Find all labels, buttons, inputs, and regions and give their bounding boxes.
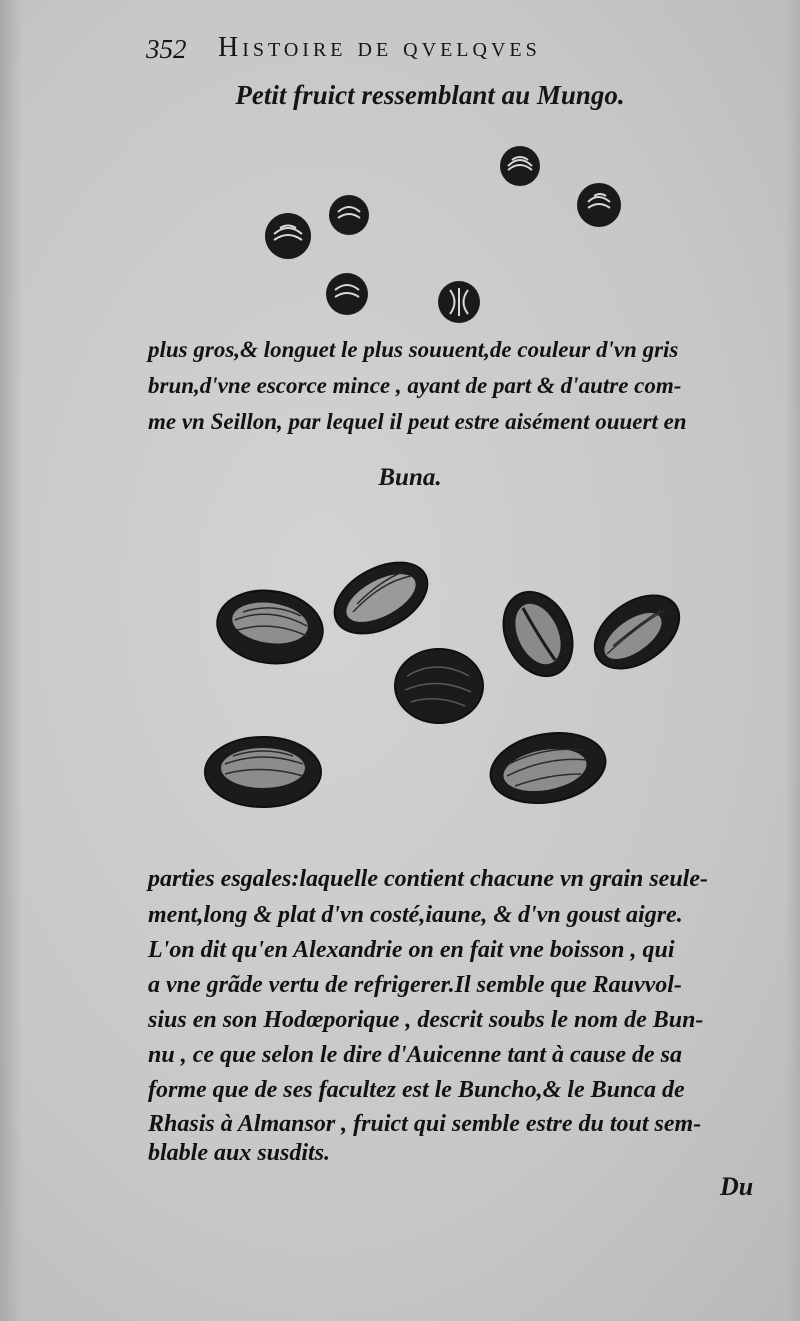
text-line: brun,d'vne escorce mince , ayant de part & d'autre com- (148, 373, 682, 398)
page-edge-shadow (786, 0, 800, 1321)
woodcut-small-fruits (250, 140, 640, 330)
bean-5 (581, 580, 692, 683)
seed-1 (500, 146, 540, 186)
text-line: parties esgales:laquelle contient chacune vn grain seule- (148, 866, 708, 892)
bean-7 (485, 724, 611, 811)
page-number: 352 (146, 34, 187, 64)
figure-caption-buna: Buna. (378, 464, 442, 491)
bean-3 (395, 649, 483, 723)
bean-2 (323, 550, 439, 648)
text-line: nu , ce que selon le dire d'Auicenne tant à cause de sa (148, 1042, 682, 1068)
text-line: ment,long & plat d'vn costé,iaune, & d'vn goust aigre. (148, 902, 683, 928)
running-head (140, 28, 720, 68)
seed-6 (438, 281, 480, 323)
seed-3 (329, 195, 369, 235)
text-line: blable aux susdits. (148, 1140, 331, 1166)
page-gutter-shadow (0, 0, 22, 1321)
seed-5 (326, 273, 368, 315)
seed-4 (265, 213, 311, 259)
bean-4 (490, 581, 585, 688)
figure-caption-mungo: Petit fruict ressemblant au Mungo. (235, 80, 625, 110)
catchword: Du (720, 1172, 754, 1201)
text-line: forme que de ses facultez est le Buncho,& le Bunca de (148, 1077, 685, 1103)
seed-2 (577, 183, 621, 227)
bean-6 (205, 737, 321, 807)
bean-1 (213, 584, 328, 670)
text-line: me vn Seillon, par lequel il peut estre aisément ouuert en (148, 409, 687, 434)
text-line: L'on dit qu'en Alexandrie on en fait vne boisson , qui (148, 937, 675, 963)
text-line: sius en son Hodœporique , descrit soubs le nom de Bun- (148, 1007, 704, 1033)
text-line: plus gros,& longuet le plus souuent,de couleur d'vn gris (148, 337, 679, 362)
text-line: a vne grãde vertu de refrigerer.Il semble que Rauvvol- (148, 972, 682, 998)
woodcut-buna-beans (195, 550, 695, 820)
running-title: Histoire de qvelqves (218, 32, 541, 63)
text-line: Rhasis à Almansor , fruict qui semble estre du tout sem- (148, 1111, 702, 1137)
